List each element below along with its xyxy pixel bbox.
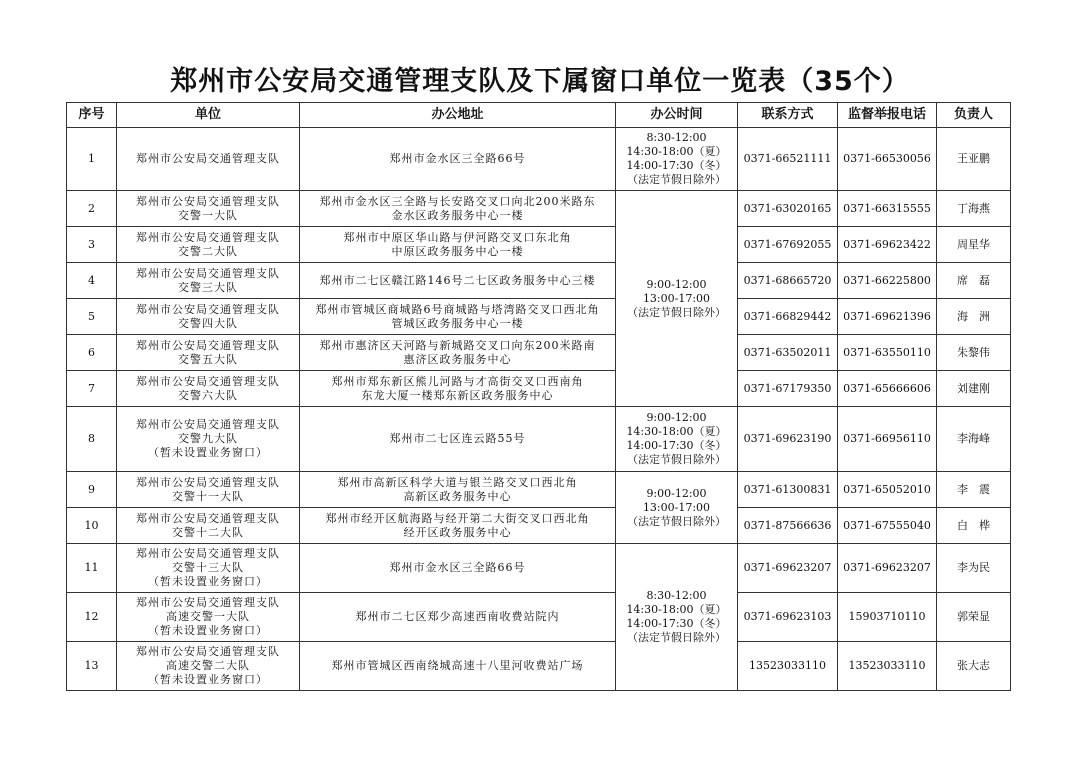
cell-no: 2 bbox=[67, 191, 117, 227]
table-row bbox=[67, 407, 1011, 472]
cell-no: 4 bbox=[67, 263, 117, 299]
cell-contact: 0371-69623103 bbox=[738, 593, 838, 642]
cell-supervision: 0371-63550110 bbox=[838, 335, 937, 371]
table-row bbox=[67, 472, 1011, 508]
header-address: 办公地址 bbox=[300, 103, 616, 128]
cell-manager: 席 磊 bbox=[937, 263, 1011, 299]
cell-no: 8 bbox=[67, 407, 117, 472]
cell-hours: 9:00-12:00 14:30-18:00（夏） 14:00-17:30（冬） （法定节假日除外） bbox=[616, 407, 738, 472]
cell-no: 1 bbox=[67, 128, 117, 191]
cell-address: 郑州市中原区华山路与伊河路交叉口东北角 中原区政务服务中心一楼 bbox=[300, 227, 616, 263]
table-row bbox=[67, 642, 1011, 691]
cell-manager: 李为民 bbox=[937, 544, 1011, 593]
cell-manager: 王亚鹏 bbox=[937, 128, 1011, 191]
table-row bbox=[67, 299, 1011, 335]
cell-unit: 郑州市公安局交通管理支队 交警四大队 bbox=[117, 299, 300, 335]
cell-manager: 丁海燕 bbox=[937, 191, 1011, 227]
cell-supervision: 13523033110 bbox=[838, 642, 937, 691]
cell-contact: 0371-68665720 bbox=[738, 263, 838, 299]
cell-hours: 8:30-12:00 14:30-18:00（夏） 14:00-17:30（冬） （法定节假日除外） bbox=[616, 128, 738, 191]
cell-unit: 郑州市公安局交通管理支队 交警五大队 bbox=[117, 335, 300, 371]
cell-unit: 郑州市公安局交通管理支队 高速交警一大队 （暂未设置业务窗口） bbox=[117, 593, 300, 642]
cell-address: 郑州市二七区郑少高速西南收费站院内 bbox=[300, 593, 616, 642]
header-manager: 负责人 bbox=[937, 103, 1011, 128]
cell-contact: 0371-69623207 bbox=[738, 544, 838, 593]
cell-unit: 郑州市公安局交通管理支队 交警九大队 （暂未设置业务窗口） bbox=[117, 407, 300, 472]
cell-address: 郑州市惠济区天河路与新城路交叉口向东200米路南 惠济区政务服务中心 bbox=[300, 335, 616, 371]
table-row bbox=[67, 191, 1011, 227]
cell-manager: 周星华 bbox=[937, 227, 1011, 263]
header-hours: 办公时间 bbox=[616, 103, 738, 128]
cell-unit: 郑州市公安局交通管理支队 交警二大队 bbox=[117, 227, 300, 263]
cell-supervision: 0371-66225800 bbox=[838, 263, 937, 299]
cell-manager: 李 震 bbox=[937, 472, 1011, 508]
cell-unit: 郑州市公安局交通管理支队 交警三大队 bbox=[117, 263, 300, 299]
cell-supervision: 0371-69621396 bbox=[838, 299, 937, 335]
cell-supervision: 0371-66315555 bbox=[838, 191, 937, 227]
window-units-table bbox=[66, 102, 1011, 691]
cell-contact: 13523033110 bbox=[738, 642, 838, 691]
cell-manager: 刘建刚 bbox=[937, 371, 1011, 407]
cell-supervision: 15903710110 bbox=[838, 593, 937, 642]
cell-manager: 张大志 bbox=[937, 642, 1011, 691]
cell-manager: 郭荣显 bbox=[937, 593, 1011, 642]
cell-manager: 李海峰 bbox=[937, 407, 1011, 472]
cell-contact: 0371-66829442 bbox=[738, 299, 838, 335]
cell-unit: 郑州市公安局交通管理支队 交警十三大队 （暂未设置业务窗口） bbox=[117, 544, 300, 593]
cell-no: 5 bbox=[67, 299, 117, 335]
cell-contact: 0371-63020165 bbox=[738, 191, 838, 227]
cell-manager: 白 桦 bbox=[937, 508, 1011, 544]
cell-unit: 郑州市公安局交通管理支队 交警十一大队 bbox=[117, 472, 300, 508]
header-no: 序号 bbox=[67, 103, 117, 128]
cell-address: 郑州市管城区商城路6号商城路与塔湾路交叉口西北角 管城区政务服务中心一楼 bbox=[300, 299, 616, 335]
cell-address: 郑州市郑东新区熊儿河路与才高街交叉口西南角 东龙大厦一楼郑东新区政务服务中心 bbox=[300, 371, 616, 407]
cell-supervision: 0371-65666606 bbox=[838, 371, 937, 407]
cell-address: 郑州市经开区航海路与经开第二大街交叉口西北角 经开区政务服务中心 bbox=[300, 508, 616, 544]
cell-address: 郑州市金水区三全路66号 bbox=[300, 544, 616, 593]
cell-supervision: 0371-69623207 bbox=[838, 544, 937, 593]
table-row bbox=[67, 371, 1011, 407]
cell-unit: 郑州市公安局交通管理支队 高速交警二大队 （暂未设置业务窗口） bbox=[117, 642, 300, 691]
table-row bbox=[67, 128, 1011, 191]
cell-contact: 0371-61300831 bbox=[738, 472, 838, 508]
cell-manager: 朱黎伟 bbox=[937, 335, 1011, 371]
page-title: 郑州市公安局交通管理支队及下属窗口单位一览表（35个） bbox=[170, 66, 910, 97]
cell-unit: 郑州市公安局交通管理支队 bbox=[117, 128, 300, 191]
cell-contact: 0371-69623190 bbox=[738, 407, 838, 472]
cell-address: 郑州市高新区科学大道与银兰路交叉口西北角 高新区政务服务中心 bbox=[300, 472, 616, 508]
header-supervision: 监督举报电话 bbox=[838, 103, 937, 128]
cell-no: 12 bbox=[67, 593, 117, 642]
cell-contact: 0371-87566636 bbox=[738, 508, 838, 544]
cell-no: 7 bbox=[67, 371, 117, 407]
cell-address: 郑州市金水区三全路66号 bbox=[300, 128, 616, 191]
cell-supervision: 0371-67555040 bbox=[838, 508, 937, 544]
cell-contact: 0371-67692055 bbox=[738, 227, 838, 263]
cell-unit: 郑州市公安局交通管理支队 交警十二大队 bbox=[117, 508, 300, 544]
cell-address: 郑州市二七区赣江路146号二七区政务服务中心三楼 bbox=[300, 263, 616, 299]
cell-address: 郑州市管城区西南绕城高速十八里河收费站广场 bbox=[300, 642, 616, 691]
cell-no: 3 bbox=[67, 227, 117, 263]
cell-no: 10 bbox=[67, 508, 117, 544]
cell-unit: 郑州市公安局交通管理支队 交警六大队 bbox=[117, 371, 300, 407]
table-row bbox=[67, 263, 1011, 299]
cell-supervision: 0371-65052010 bbox=[838, 472, 937, 508]
cell-no: 6 bbox=[67, 335, 117, 371]
cell-contact: 0371-66521111 bbox=[738, 128, 838, 191]
cell-supervision: 0371-66956110 bbox=[838, 407, 937, 472]
cell-address: 郑州市二七区连云路55号 bbox=[300, 407, 616, 472]
header-contact: 联系方式 bbox=[738, 103, 838, 128]
cell-supervision: 0371-69623422 bbox=[838, 227, 937, 263]
cell-hours: 9:00-12:00 13:00-17:00 （法定节假日除外） bbox=[616, 191, 738, 407]
table-header bbox=[67, 103, 1011, 128]
cell-address: 郑州市金水区三全路与长安路交叉口向北200米路东 金水区政务服务中心一楼 bbox=[300, 191, 616, 227]
header-unit: 单位 bbox=[117, 103, 300, 128]
cell-no: 11 bbox=[67, 544, 117, 593]
cell-no: 9 bbox=[67, 472, 117, 508]
cell-contact: 0371-63502011 bbox=[738, 335, 838, 371]
cell-no: 13 bbox=[67, 642, 117, 691]
table-row bbox=[67, 508, 1011, 544]
cell-unit: 郑州市公安局交通管理支队 交警一大队 bbox=[117, 191, 300, 227]
table-row bbox=[67, 593, 1011, 642]
cell-supervision: 0371-66530056 bbox=[838, 128, 937, 191]
table-row bbox=[67, 544, 1011, 593]
table-row bbox=[67, 335, 1011, 371]
table-row bbox=[67, 227, 1011, 263]
cell-hours: 9:00-12:00 13:00-17:00 （法定节假日除外） bbox=[616, 472, 738, 544]
cell-contact: 0371-67179350 bbox=[738, 371, 838, 407]
cell-hours: 8:30-12:00 14:30-18:00（夏） 14:00-17:30（冬） （法定节假日除外） bbox=[616, 544, 738, 691]
cell-manager: 海 洲 bbox=[937, 299, 1011, 335]
